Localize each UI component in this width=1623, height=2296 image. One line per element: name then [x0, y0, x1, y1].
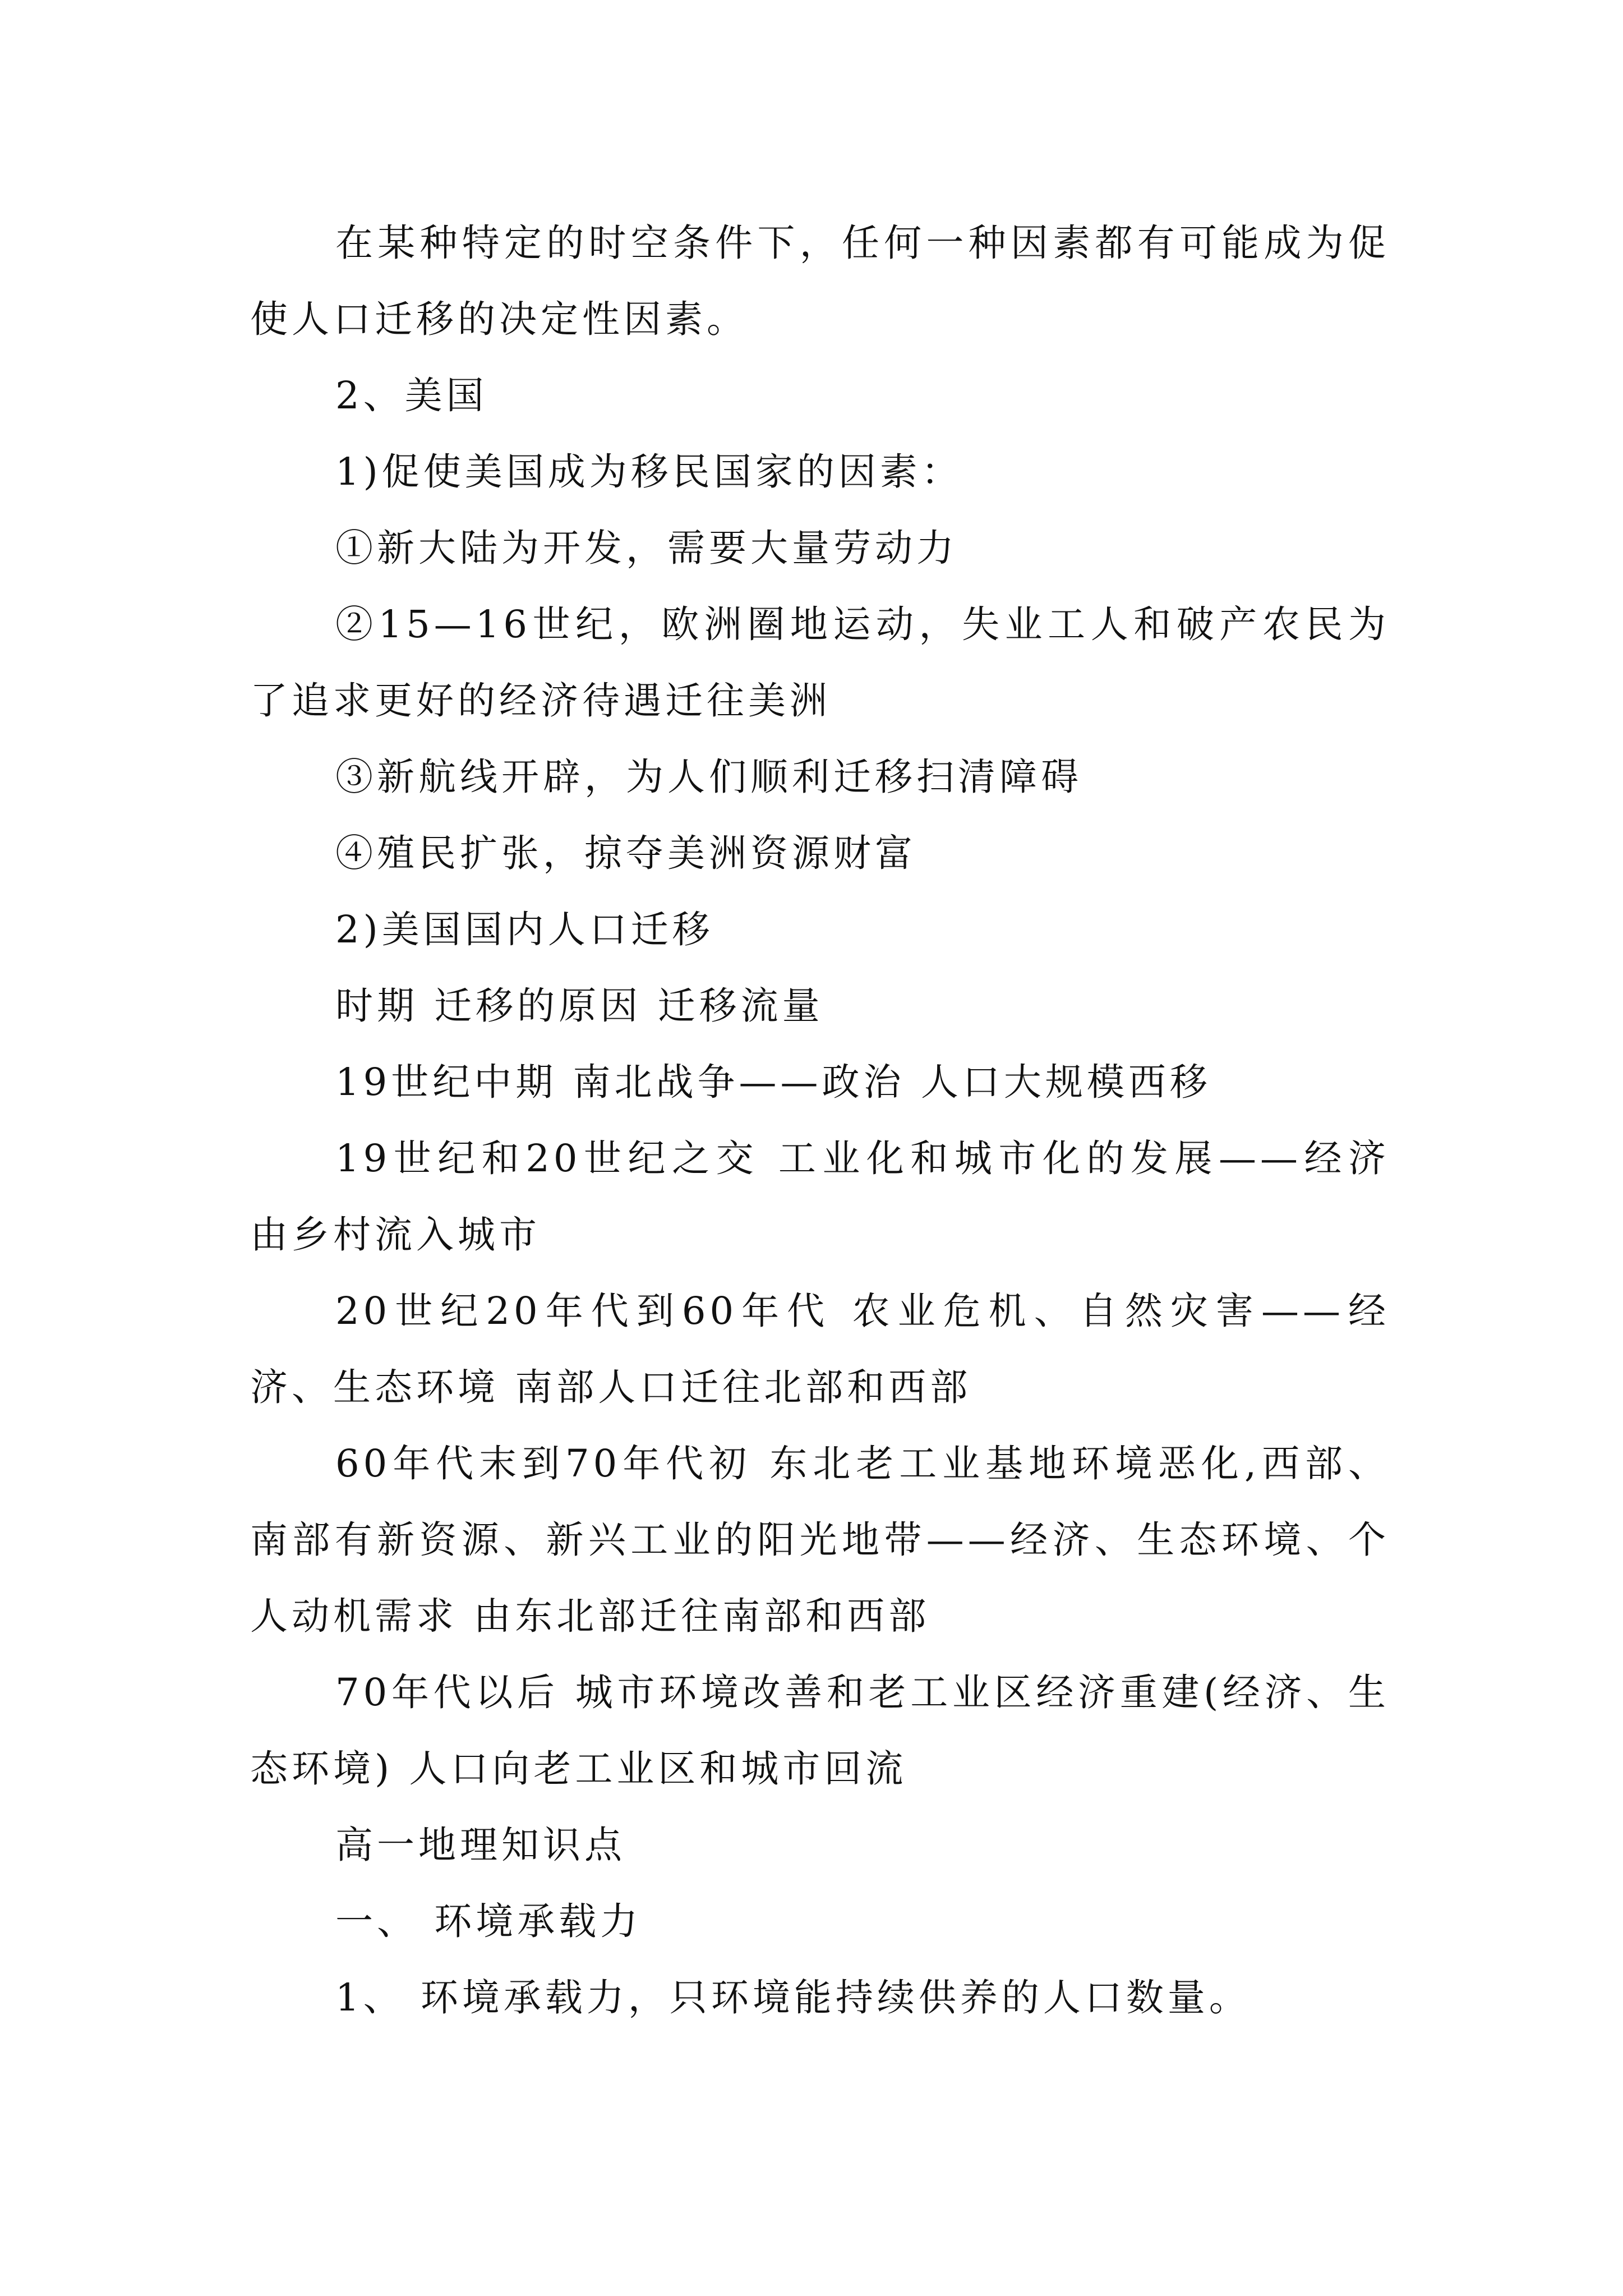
subheading-domestic-migration: 2)美国国内人口迁移	[335, 908, 714, 951]
list-item-new-routes: ③新航线开辟，为人们顺利迁移扫清障碍	[335, 755, 1082, 799]
period-1920s-1960s: 20世纪20年代到60年代 农业危机、自然灾害——经济、生态环境 南部人口迁往北部和西部	[250, 1289, 1390, 1409]
period-mid-19th-century: 19世纪中期 南北战争——政治 人口大规模西移	[335, 1060, 1211, 1104]
table-header-line: 时期 迁移的原因 迁移流量	[335, 984, 824, 1028]
period-after-1970s: 70年代以后 城市环境改善和老工业区经济重建(经济、生态环境) 人口向老工业区和城市回流	[250, 1671, 1390, 1791]
document-body	[250, 205, 1406, 2036]
definition-carrying-capacity: 1、 环境承载力，只环境能持续供养的人口数量。	[335, 1976, 1251, 2019]
list-item-new-continent: ①新大陆为开发，需要大量劳动力	[335, 526, 958, 570]
heading-carrying-capacity: 一、 环境承载力	[335, 1899, 642, 1943]
paragraph-decisive-factor: 在某种特定的时空条件下，任何一种因素都有可能成为促使人口迁移的决定性因素。	[250, 221, 1390, 341]
list-item-enclosure-movement: ②15—16世纪，欧洲圈地运动，失业工人和破产农民为了追求更好的经济待遇迁往美洲	[250, 602, 1390, 723]
list-item-colonial-expansion: ④殖民扩张，掠夺美洲资源财富	[335, 831, 916, 875]
period-turn-of-20th-century: 19世纪和20世纪之交 工业化和城市化的发展——经济 由乡村流入城市	[250, 1137, 1406, 1257]
section-title-geography: 高一地理知识点	[335, 1823, 626, 1867]
subheading-immigration-factors: 1)促使美国成为移民国家的因素：	[335, 450, 963, 494]
period-late-1960s-early-1970s: 60年代末到70年代初 东北老工业基地环境恶化,西部、南部有新资源、新兴工业的阳光地带——经济、生态环境、个人动机需求 由东北部迁往南部和西部	[250, 1442, 1390, 1638]
heading-usa: 2、美国	[335, 374, 488, 417]
